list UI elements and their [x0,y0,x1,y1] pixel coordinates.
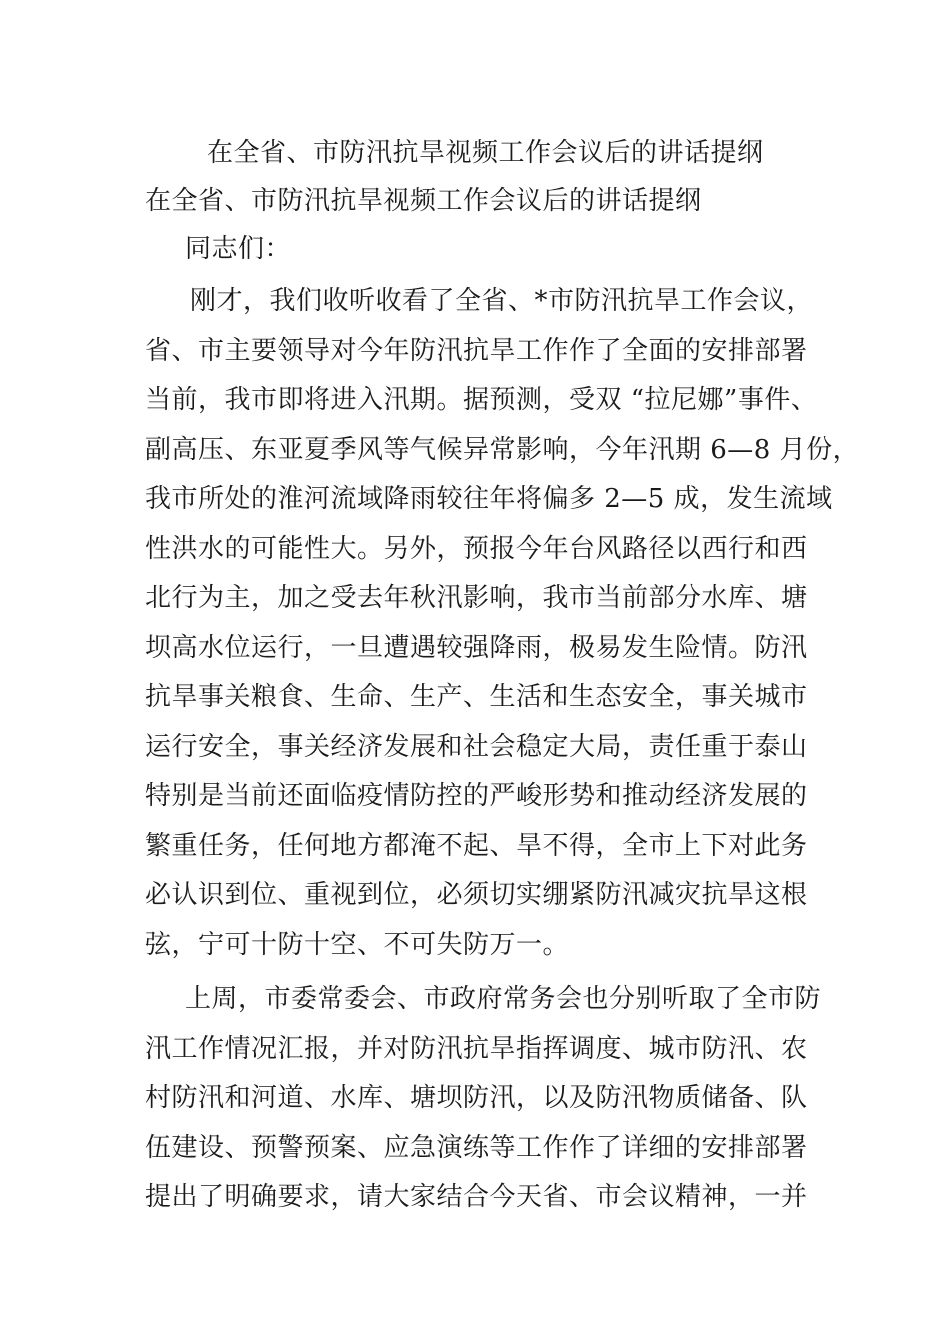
paragraph-line: 特别是当前还面临疫情防控的严峻形势和推动经济发展的 [145,781,808,811]
paragraph-line: 伍建设、预警预案、应急演练等工作作了详细的安排部署 [145,1133,808,1163]
paragraph-line: 繁重任务，任何地方都淹不起、旱不得，全市上下对此务 [145,831,808,861]
paragraph-line: 运行安全，事关经济发展和社会稳定大局，责任重于泰山 [145,732,808,762]
document-subtitle: 在全省、市防汛抗旱视频工作会议后的讲话提纲 [145,186,702,216]
paragraph-line: 副高压、东亚夏季风等气候异常影响，今年汛期 6—8 月份， [145,435,860,465]
paragraph-line: 抗旱事关粮食、生命、生产、生活和生态安全，事关城市 [145,682,808,712]
paragraph-line: 提出了明确要求，请大家结合今天省、市会议精神，一并 [145,1182,808,1212]
paragraph-line: 上周，市委常委会、市政府常务会也分别听取了全市防 [185,984,822,1014]
paragraph-line: 省、市主要领导对今年防汛抗旱工作作了全面的安排部署 [145,336,808,366]
paragraph-line: 当前，我市即将进入汛期。据预测，受双 “拉尼娜”事件、 [145,385,818,415]
paragraph-line: 我市所处的淮河流域降雨较往年将偏多 2—5 成，发生流域 [145,484,833,514]
paragraph-line: 弦，宁可十防十空、不可失防万一。 [145,930,570,960]
paragraph-line: 性洪水的可能性大。另外，预报今年台风路径以西行和西 [145,534,808,564]
document-heading: 在全省、市防汛抗旱视频工作会议后的讲话提纲 [207,138,764,168]
paragraph-line: 北行为主，加之受去年秋汛影响，我市当前部分水库、塘 [145,583,808,613]
paragraph-line: 坝高水位运行，一旦遭遇较强降雨，极易发生险情。防汛 [145,633,808,663]
paragraph-line: 汛工作情况汇报，并对防汛抗旱指挥调度、城市防汛、农 [145,1034,808,1064]
paragraph-line: 村防汛和河道、水库、塘坝防汛，以及防汛物质储备、队 [145,1083,808,1113]
paragraph-line: 刚才，我们收听收看了全省、*市防汛抗旱工作会议， [190,286,814,316]
salutation: 同志们： [185,234,292,264]
paragraph-line: 必认识到位、重视到位，必须切实绷紧防汛减灾抗旱这根 [145,880,808,910]
